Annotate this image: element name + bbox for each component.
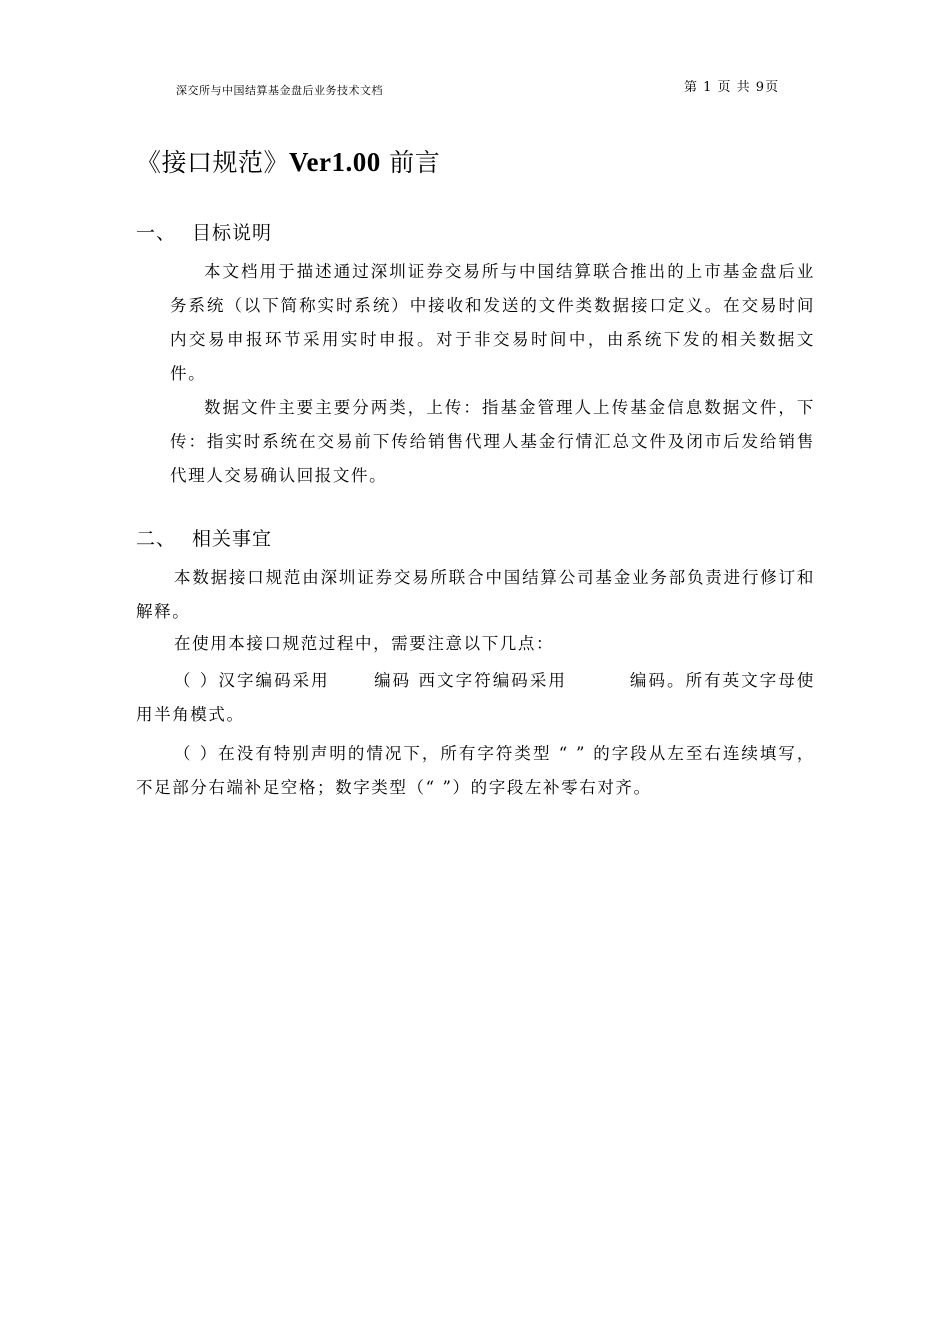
section-2-number: 二、 — [136, 528, 177, 550]
section-2-title: 相关事宜 — [192, 528, 273, 550]
title-version: Ver1.00 — [289, 147, 381, 177]
section-1-heading — [136, 218, 272, 245]
section-1-paragraph-2: 数据文件主要主要分两类，上传：指基金管理人上传基金信息数据文件，下传：指实时系统在交易前下传给销售代理人基金行情汇总文件及闭市后发给销售代理人交易确认回报文件。 — [170, 398, 815, 485]
section-2-note-2: （ ）在没有特别声明的情况下，所有字符类型 “ ” 的字段从左至右连续填写，不足部分右端补足空格；数字类型（“ ”）的字段左补零右对齐。 — [136, 744, 815, 797]
section-1-paragraph-1: 本文档用于描述通过深圳证券交易所与中国结算联合推出的上市基金盘后业务系统（以下简称实时系统）中接收和发送的文件类数据接口定义。在交易时间内交易申报环节采用实时申报。对于非交易时间中，由系统下发的相关数据文件。 — [170, 262, 815, 383]
document-title — [136, 143, 440, 179]
title-suffix: 前言 — [380, 148, 441, 177]
section-1-number: 一、 — [136, 222, 177, 244]
title-prefix: 《接口规范》 — [136, 148, 290, 177]
header-page-indicator: 第 1 页 共 9页 — [684, 80, 780, 95]
section-2-paragraph-2: 在使用本接口规范过程中，需要注意以下几点： — [174, 634, 555, 653]
section-1-title: 目标说明 — [192, 222, 273, 244]
section-2-note-1: （ ）汉字编码采用 编码 西文字符编码采用 编码。所有英文字母使用半角模式。 — [136, 671, 815, 724]
header-doc-name: 深交所与中国结算基金盘后业务技术文档 — [176, 84, 383, 97]
section-2-heading — [136, 524, 272, 551]
section-2-paragraph-1: 本数据接口规范由深圳证券交易所联合中国结算公司基金业务部负责进行修订和解释。 — [136, 568, 815, 621]
